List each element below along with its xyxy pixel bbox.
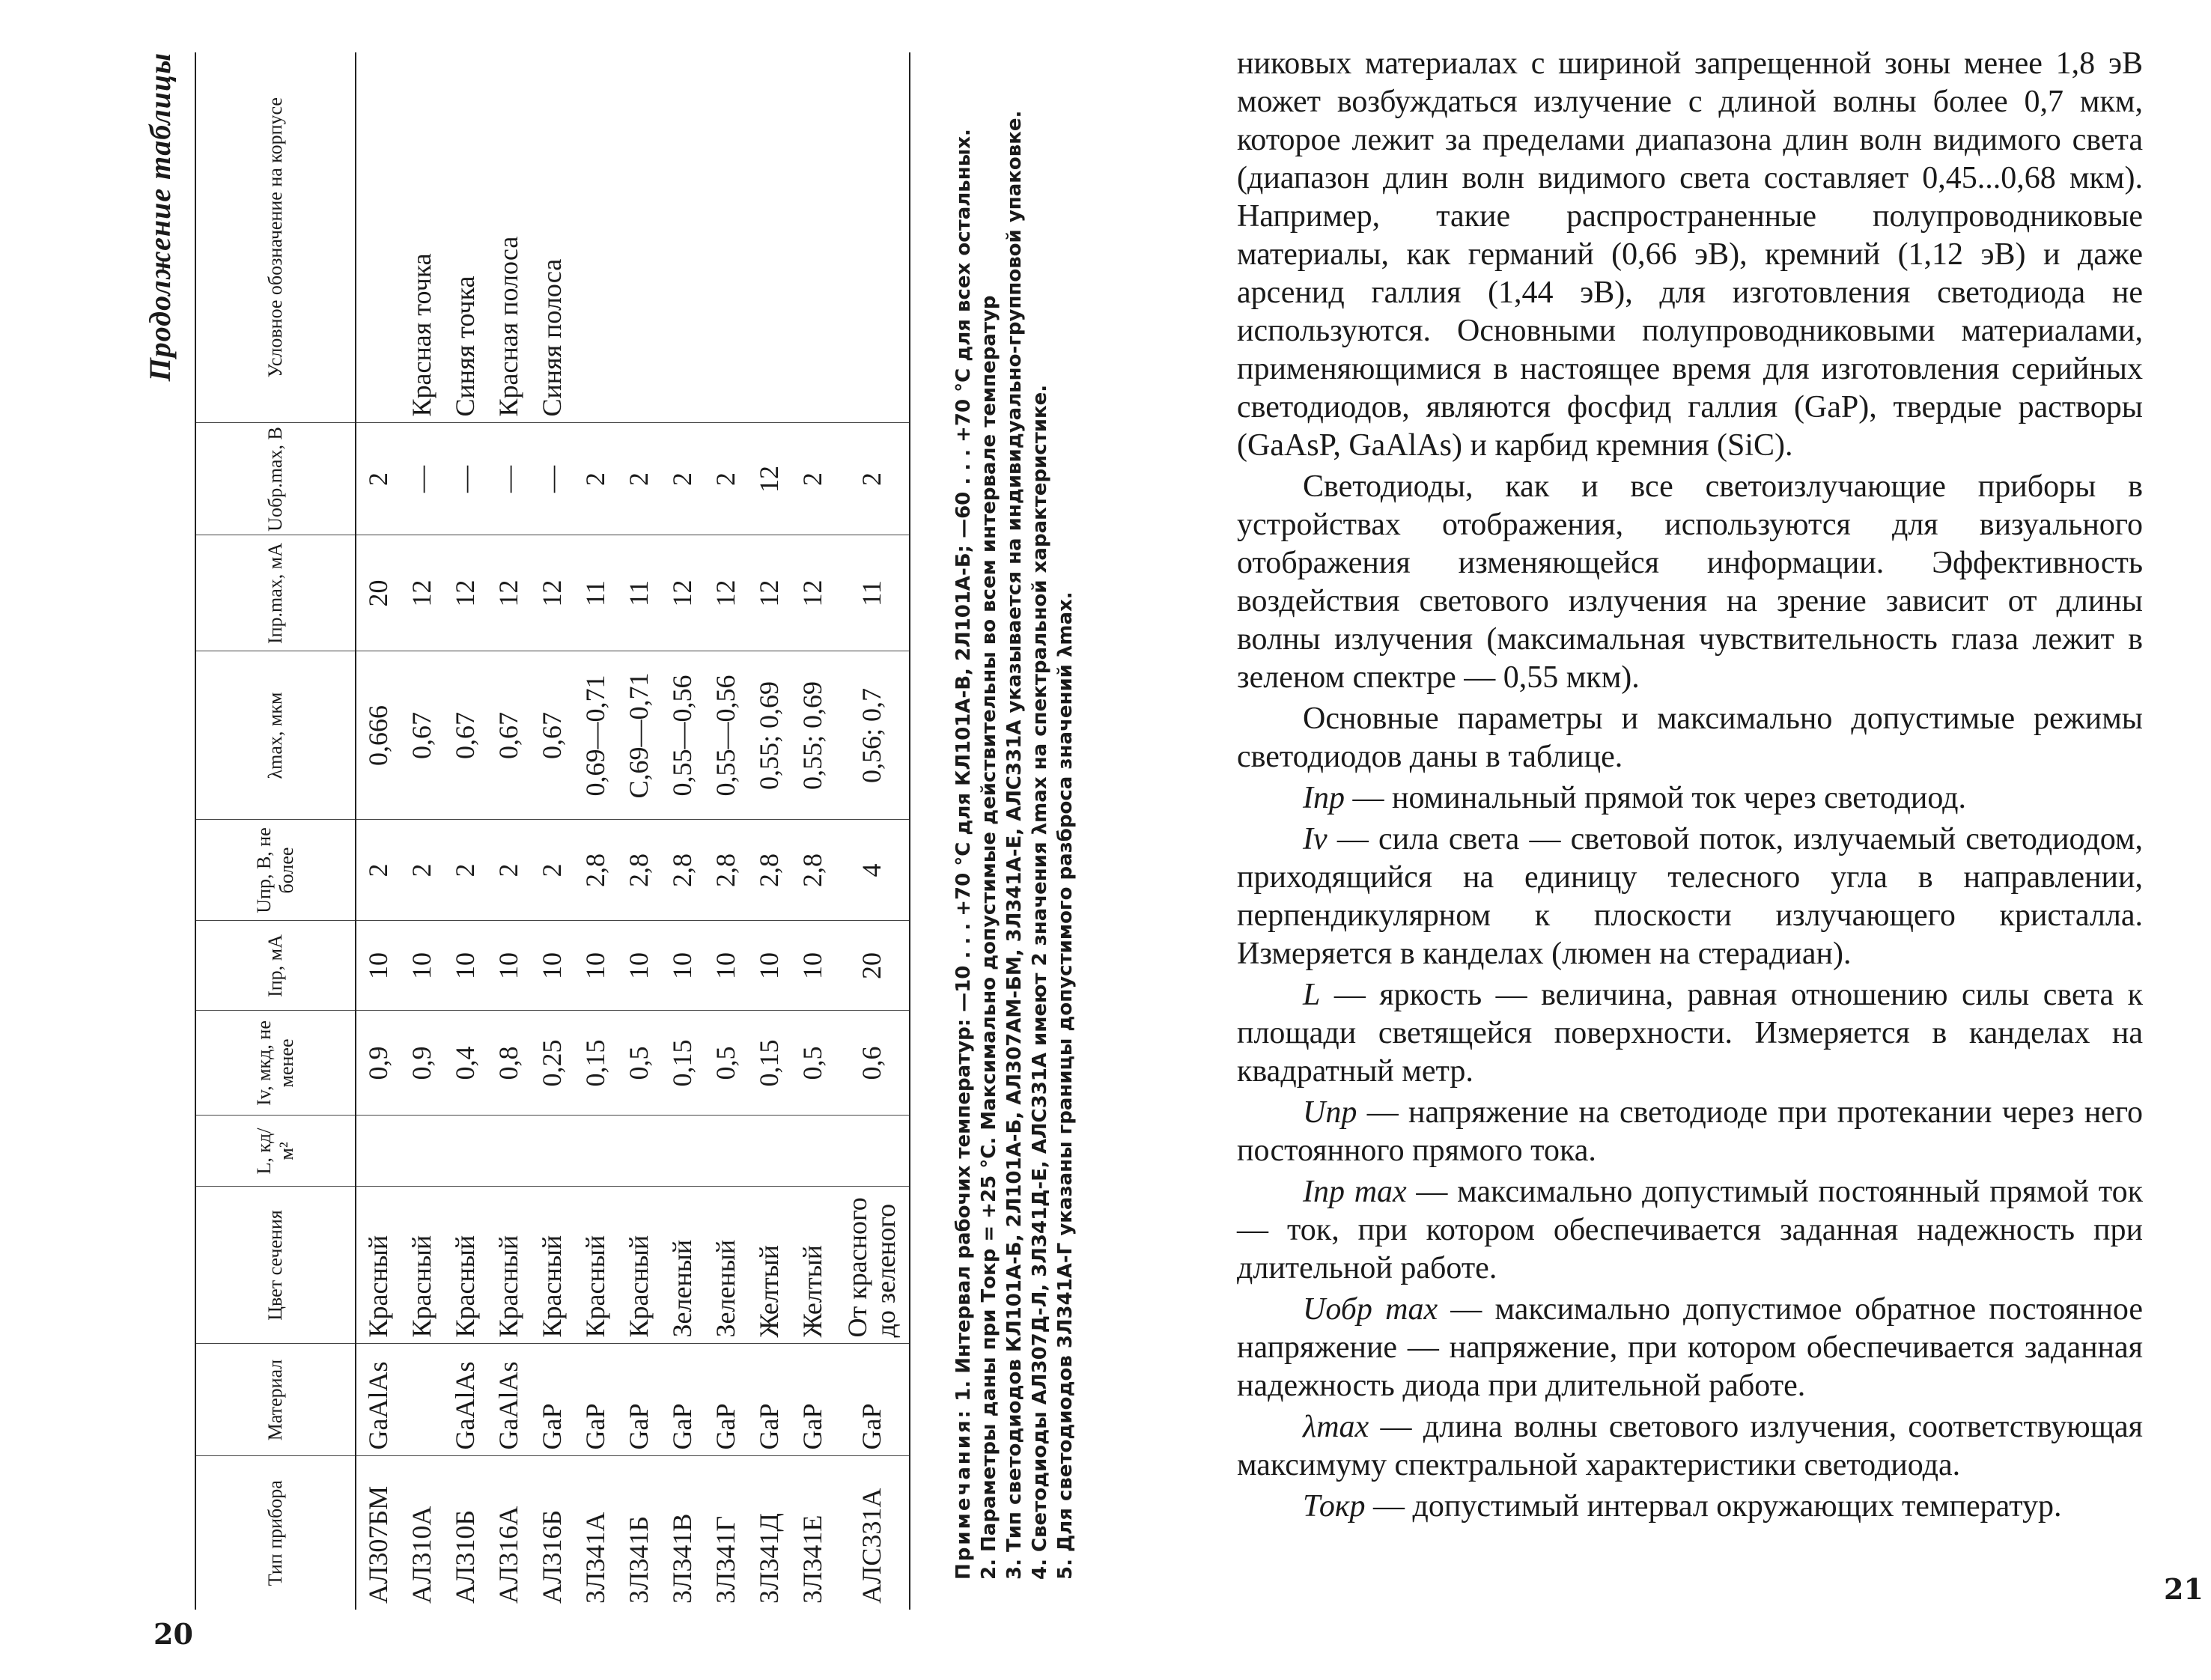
cell-intensity: 0,9 — [356, 1011, 400, 1116]
table-notes — [951, 52, 1078, 1610]
paragraph-text: Светодиоды, как и все светоизлучающие приборы в устройствах отображения, используются для визуального отображения изменяющейся информации. Эффективность воздействия светового излучения на зрение зависит от длины волны излучения (максимальная чувствительность глаза лежит в зеленом спектре — 0,55 мкм). — [1237, 469, 2143, 695]
table-row — [660, 52, 704, 1610]
cell-material: GaAlAs — [443, 1344, 487, 1456]
cell-luminance — [487, 1116, 530, 1187]
cell-max-reverse-voltage: — — [487, 423, 530, 535]
cell-luminance — [791, 1116, 834, 1187]
cell-type: АЛ316А — [487, 1456, 530, 1610]
paragraph — [1237, 700, 2143, 776]
notes-lead: Примечания: — [952, 1407, 975, 1580]
cell-forward-voltage: 2,8 — [660, 820, 704, 921]
cell-intensity: 0,15 — [660, 1011, 704, 1116]
header-luminous-intensity: Iv, мкд, не менее — [195, 1011, 356, 1116]
cell-forward-current: 10 — [791, 921, 834, 1011]
cell-type: 3Л341А — [574, 1456, 617, 1610]
cell-forward-voltage: 2,8 — [574, 820, 617, 921]
cell-intensity: 0,25 — [530, 1011, 574, 1116]
cell-max-reverse-voltage: — — [443, 423, 487, 535]
cell-type: АЛ316Б — [530, 1456, 574, 1610]
cell-wavelength: 0,56; 0,7 — [834, 651, 910, 820]
cell-luminance — [530, 1116, 574, 1187]
cell-max-reverse-voltage: 2 — [574, 423, 617, 535]
cell-color: Зеленый — [660, 1187, 704, 1344]
cell-intensity: 0,5 — [704, 1011, 747, 1116]
paragraph-text: — допустимый интервал окружающих температур. — [1365, 1489, 2062, 1524]
cell-max-forward-current: 11 — [834, 535, 910, 651]
cell-wavelength: 0,67 — [400, 651, 443, 820]
cell-type: АЛ310А — [400, 1456, 443, 1610]
cell-intensity: 0,8 — [487, 1011, 530, 1116]
note-1 — [951, 52, 976, 1610]
cell-forward-voltage: 2,8 — [747, 820, 791, 921]
cell-forward-voltage: 2 — [400, 820, 443, 921]
table-row — [791, 52, 834, 1610]
cell-type: 3Л341Г — [704, 1456, 747, 1610]
note-1-text: 1. Интервал рабочих температур: —10 . . . +70 °С для КЛ101А-В, 2Л101А-Б; —60 . . . +70 °С для всех остальных. — [952, 129, 975, 1401]
cell-max-reverse-voltage: 2 — [704, 423, 747, 535]
continuation-title: Продолжение таблицы — [143, 52, 177, 382]
cell-luminance — [660, 1116, 704, 1187]
note-4: 4. Светодиоды АЛ307Д-Л, 3Л341Д-Е, АЛС331А имеют 2 значения λmax на спектральной характеристике. — [1029, 384, 1051, 1580]
cell-marking: Красная точка — [407, 253, 437, 417]
cell-max-reverse-voltage: — — [530, 423, 574, 535]
cell-forward-voltage: 2 — [530, 820, 574, 921]
cell-forward-voltage: 2,8 — [617, 820, 660, 921]
paragraph — [1237, 468, 2143, 697]
paragraph — [1237, 1173, 2143, 1288]
paragraph-text: — сила света — световой поток, излучаемый светодиодом, приходящийся на единицу телесного угла в направлении, перпендикулярном к плоскости излучающего кристалла. Измеряется в канделах (люмен на стерадиан). — [1237, 822, 2143, 971]
table-row — [617, 52, 660, 1610]
cell-material: GaAlAs — [487, 1344, 530, 1456]
cell-forward-current: 10 — [356, 921, 400, 1011]
page-number-right: 21 — [2164, 1572, 2204, 1606]
cell-max-forward-current: 12 — [704, 535, 747, 651]
header-marking: Условное обозначение на корпусе — [195, 52, 356, 423]
header-max-reverse-voltage: Uобр.max, В — [195, 423, 356, 535]
cell-forward-voltage: 2 — [487, 820, 530, 921]
cell-max-reverse-voltage: 2 — [791, 423, 834, 535]
cell-max-reverse-voltage: 2 — [617, 423, 660, 535]
cell-forward-voltage: 2 — [356, 820, 400, 921]
note-2: 2. Параметры даны при Токр = +25 °С. Максимально допустимые действительны во всем интервале температур — [978, 295, 1000, 1580]
cell-max-reverse-voltage: — — [400, 423, 443, 535]
cell-color: Красный — [617, 1187, 660, 1344]
table-row — [487, 52, 530, 1610]
cell-type: 3Л341Б — [617, 1456, 660, 1610]
cell-color: Желтый — [747, 1187, 791, 1344]
header-wavelength: λmax, мкм — [195, 651, 356, 820]
table-row — [530, 52, 574, 1610]
cell-color: Красный — [530, 1187, 574, 1344]
term-label: λmax — [1303, 1410, 1369, 1444]
cell-wavelength: 0,67 — [443, 651, 487, 820]
cell-marking — [747, 52, 791, 423]
cell-max-reverse-voltage: 2 — [660, 423, 704, 535]
cell-max-forward-current: 12 — [747, 535, 791, 651]
term-label: Iv — [1303, 822, 1327, 856]
cell-color: Красный — [487, 1187, 530, 1344]
paragraph-text: — максимально допустимый постоянный прямой ток — ток, при котором обеспечивается заданная надежность при длительной работе. — [1237, 1175, 2143, 1285]
left-page — [0, 0, 1105, 1680]
header-luminance: L, кд/м² — [195, 1116, 356, 1187]
cell-material: GaP — [834, 1344, 910, 1456]
term-label: Uобр max — [1303, 1292, 1438, 1327]
body-text — [1237, 45, 2143, 1529]
cell-max-forward-current: 12 — [791, 535, 834, 651]
paragraph — [1237, 1291, 2143, 1405]
term-label: Iпр max — [1303, 1175, 1407, 1209]
header-forward-current: Iпр, мА — [195, 921, 356, 1011]
paragraph — [1237, 1488, 2143, 1526]
table-row — [834, 52, 910, 1610]
cell-marking — [704, 52, 747, 423]
paragraph — [1237, 1094, 2143, 1170]
cell-forward-current: 10 — [704, 921, 747, 1011]
table-row — [747, 52, 791, 1610]
cell-luminance — [400, 1116, 443, 1187]
cell-intensity: 0,5 — [617, 1011, 660, 1116]
cell-luminance — [747, 1116, 791, 1187]
cell-luminance — [617, 1116, 660, 1187]
cell-forward-current: 10 — [747, 921, 791, 1011]
cell-forward-current: 10 — [574, 921, 617, 1011]
paragraph-text: Основные параметры и максимально допустимые режимы светодиодов даны в таблице. — [1237, 701, 2143, 774]
cell-wavelength: 0,55—0,56 — [704, 651, 747, 820]
cell-type: АЛС331А — [834, 1456, 910, 1610]
cell-color: Красный — [356, 1187, 400, 1344]
cell-marking: Синяя точка — [450, 276, 480, 417]
cell-material: GaP — [530, 1344, 574, 1456]
paragraph — [1237, 976, 2143, 1091]
cell-material: GaP — [791, 1344, 834, 1456]
cell-luminance — [834, 1116, 910, 1187]
cell-intensity: 0,9 — [400, 1011, 443, 1116]
cell-max-forward-current: 12 — [530, 535, 574, 651]
cell-intensity: 0,6 — [834, 1011, 910, 1116]
cell-intensity: 0,15 — [747, 1011, 791, 1116]
cell-forward-current: 10 — [400, 921, 443, 1011]
paragraph-text: — длина волны светового излучения, соответствующая максимуму спектральной характеристики светодиода. — [1237, 1410, 2143, 1482]
term-label: L — [1303, 978, 1321, 1012]
cell-color: Красный — [574, 1187, 617, 1344]
cell-wavelength: 0,67 — [530, 651, 574, 820]
cell-intensity: 0,4 — [443, 1011, 487, 1116]
cell-material: GaP — [747, 1344, 791, 1456]
cell-marking: Синяя полоса — [537, 258, 567, 417]
page-number-left: 20 — [153, 1617, 193, 1651]
cell-forward-current: 10 — [487, 921, 530, 1011]
paragraph — [1237, 45, 2143, 465]
cell-wavelength: 0,55; 0,69 — [747, 651, 791, 820]
cell-forward-voltage: 2,8 — [704, 820, 747, 921]
cell-material: GaAlAs — [356, 1344, 400, 1456]
cell-material: GaP — [574, 1344, 617, 1456]
cell-marking: Красная полоса — [493, 236, 523, 417]
cell-type: 3Л341В — [660, 1456, 704, 1610]
cell-marking — [660, 52, 704, 423]
table-row — [574, 52, 617, 1610]
cell-max-reverse-voltage: 12 — [747, 423, 791, 535]
paragraph-text: — номинальный прямой ток через светодиод. — [1345, 781, 1967, 815]
cell-forward-current: 10 — [660, 921, 704, 1011]
table-row — [443, 52, 487, 1610]
cell-type: 3Л341Д — [747, 1456, 791, 1610]
cell-max-forward-current: 12 — [443, 535, 487, 651]
header-forward-voltage: Uпр, В, не более — [195, 820, 356, 921]
cell-material: GaP — [617, 1344, 660, 1456]
cell-max-forward-current: 11 — [617, 535, 660, 651]
led-parameters-table — [195, 52, 910, 1610]
cell-marking — [834, 52, 910, 423]
cell-luminance — [356, 1116, 400, 1187]
cell-color: От красного до зеленого — [834, 1187, 910, 1344]
table-row — [356, 52, 400, 1610]
cell-intensity: 0,15 — [574, 1011, 617, 1116]
cell-forward-voltage: 2 — [443, 820, 487, 921]
cell-forward-current: 10 — [530, 921, 574, 1011]
paragraph-text: — напряжение на светодиоде при протекании через него постоянного прямого тока. — [1237, 1095, 2143, 1168]
header-color: Цвет сечения — [195, 1187, 356, 1344]
cell-wavelength: С,69—0,71 — [617, 651, 660, 820]
header-material: Материал — [195, 1344, 356, 1456]
cell-max-reverse-voltage: 2 — [356, 423, 400, 535]
cell-max-forward-current: 11 — [574, 535, 617, 651]
cell-color: Зеленый — [704, 1187, 747, 1344]
cell-color: Желтый — [791, 1187, 834, 1344]
cell-luminance — [443, 1116, 487, 1187]
cell-intensity: 0,5 — [791, 1011, 834, 1116]
term-label: Iпр — [1303, 781, 1345, 815]
cell-max-forward-current: 12 — [400, 535, 443, 651]
cell-forward-current: 10 — [617, 921, 660, 1011]
cell-max-reverse-voltage: 2 — [834, 423, 910, 535]
term-label: Токр — [1303, 1489, 1366, 1524]
cell-material — [400, 1344, 443, 1456]
cell-marking — [574, 52, 617, 423]
cell-max-forward-current: 12 — [660, 535, 704, 651]
cell-color: Красный — [400, 1187, 443, 1344]
table-row — [400, 52, 443, 1610]
table-header-row — [195, 52, 356, 1610]
cell-material: GaP — [660, 1344, 704, 1456]
cell-wavelength: 0,67 — [487, 651, 530, 820]
note-3: 3. Тип светодиодов КЛ101А-Б, 2Л101А-Б, АЛ307АМ-БМ, 3Л341А-Е, АЛС331А указывается на индивидуально-групповой упаковке. — [1003, 110, 1026, 1580]
paragraph-text: — яркость — величина, равная отношению силы света к площади светящейся поверхности. Измеряется в канделах на квадратный метр. — [1237, 978, 2143, 1089]
paragraph-text: никовых материалах с шириной запрещенной зоны менее 1,8 эВ может возбуждаться излучение с длиной волны более 0,7 мкм, которое лежит за пределами диапазона длин волн видимого света (диапазон длин волн видимого света составляет 0,45...0,68 мкм). Например, такие распространенные полупроводниковые материалы, как германий (0,66 эВ), кремний (1,12 эВ) и даже арсенид галлия (1,44 эВ), для изготовления светодиода не используются. Основными полупроводниковыми материалами, применяющимися в настоящее время для изготовления серийных светодиодов, являются фосфид галлия (GaP), твердые растворы (GaAsP, GaAlAs) и карбид кремния (SiC). — [1237, 46, 2143, 463]
cell-marking — [791, 52, 834, 423]
rotated-table-block — [142, 52, 1131, 1610]
cell-wavelength: 0,666 — [356, 651, 400, 820]
table-row — [704, 52, 747, 1610]
cell-wavelength: 0,55—0,56 — [660, 651, 704, 820]
cell-type: 3Л341Е — [791, 1456, 834, 1610]
header-max-forward-current: Iпр.max, мА — [195, 535, 356, 651]
paragraph — [1237, 779, 2143, 818]
cell-luminance — [574, 1116, 617, 1187]
paragraph — [1237, 821, 2143, 973]
cell-wavelength: 0,69—0,71 — [574, 651, 617, 820]
cell-forward-current: 20 — [834, 921, 910, 1011]
cell-forward-current: 10 — [443, 921, 487, 1011]
note-5: 5. Для светодиодов 3Л341А-Г указаны границы допустимого разброса значений λmax. — [1054, 591, 1077, 1580]
cell-max-forward-current: 12 — [487, 535, 530, 651]
term-label: Uпр — [1303, 1095, 1357, 1130]
cell-forward-voltage: 2,8 — [791, 820, 834, 921]
cell-luminance — [704, 1116, 747, 1187]
cell-forward-voltage: 4 — [834, 820, 910, 921]
cell-color: Красный — [443, 1187, 487, 1344]
header-type: Тип прибора — [195, 1456, 356, 1610]
paragraph — [1237, 1408, 2143, 1485]
cell-type: АЛ310Б — [443, 1456, 487, 1610]
cell-type: АЛ307БМ — [356, 1456, 400, 1610]
cell-material: GaP — [704, 1344, 747, 1456]
cell-marking — [356, 52, 400, 423]
cell-max-forward-current: 20 — [356, 535, 400, 651]
cell-wavelength: 0,55; 0,69 — [791, 651, 834, 820]
cell-marking — [617, 52, 660, 423]
paragraph-text: — максимально допустимое обратное постоянное напряжение — напряжение, при котором обеспечивается заданная надежность диода при длительной работе. — [1237, 1292, 2144, 1403]
